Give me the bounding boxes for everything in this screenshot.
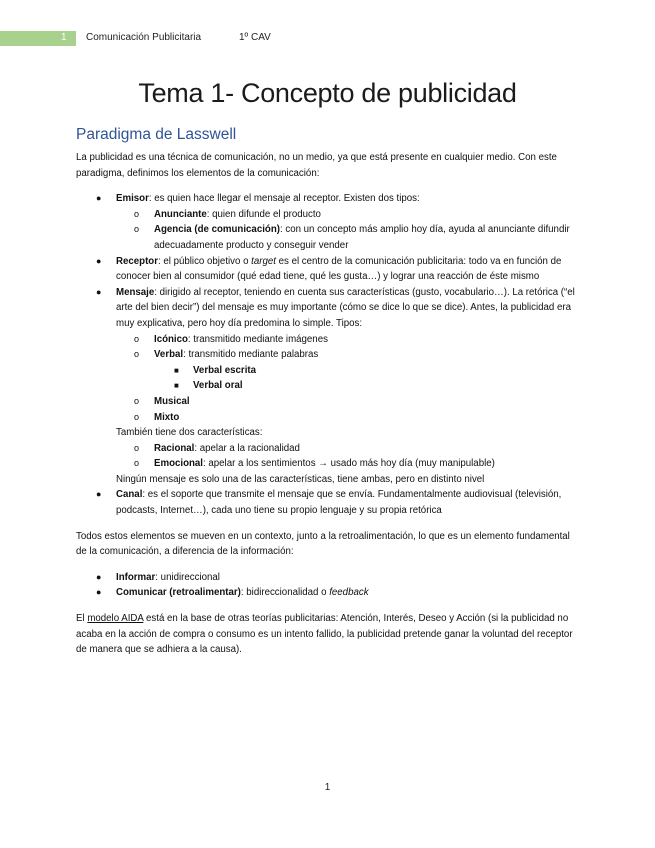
item-text: : dirigido al receptor, teniendo en cuenta sus características (gusto, vocabulario…). La retórica (“el arte del bien decir”) del mensaje es muy importante (cómo se dice lo que se dice). Antes, la publicidad era muy explicativa, pero hoy día predomina lo simple. Tipos: (116, 286, 575, 329)
disc-bullet-icon: ● (96, 489, 102, 500)
item-text: : es el soporte que transmite el mensaje que se envía. Fundamentalmente audiovisual (televisión, podcasts, Internet…), cada uno tiene su propio lenguaje y su propia retórica (116, 489, 562, 517)
list-item-iconico (76, 332, 581, 348)
header-page-number: 1 (61, 32, 67, 43)
term: Verbal (154, 349, 184, 361)
list-item-mensaje (76, 285, 581, 332)
disc-bullet-icon: ● (96, 587, 102, 598)
list-item-canal (76, 487, 581, 518)
item-text: : es quien hace llegar el mensaje al receptor. Existen dos tipos: (148, 193, 420, 205)
list-item-anunciante (76, 207, 581, 223)
list-item-agencia (76, 222, 581, 253)
disc-bullet-icon: ● (96, 255, 102, 266)
term: Comunicar (retroalimentar) (116, 587, 241, 599)
circle-bullet-icon: o (134, 208, 140, 219)
term: Informar (116, 571, 156, 583)
term: Anunciante (154, 208, 207, 220)
list-item-informar (76, 570, 581, 586)
item-text: : el público objetivo o (158, 255, 252, 267)
circle-bullet-icon: o (134, 333, 140, 344)
item-text: : quien difunde el producto (206, 208, 321, 220)
document-body (76, 150, 581, 658)
list-item-verbal-oral (76, 378, 581, 394)
term: Icónico (154, 333, 188, 345)
item-text: : bidireccionalidad o (240, 587, 330, 599)
list-item-emocional (76, 456, 581, 472)
italic-term: feedback (329, 587, 369, 599)
disc-bullet-icon: ● (96, 286, 102, 297)
contexto-paragraph: Todos estos elementos se mueven en un contexto, junto a la retroalimentación, lo que es un elemento fundamental de la comunicación, a diferencia de la información: (76, 530, 570, 558)
circle-bullet-icon: o (134, 411, 140, 422)
term: Verbal escrita (193, 364, 257, 376)
caracteristicas-intro: También tiene dos características: (116, 427, 263, 439)
circle-bullet-icon: o (134, 458, 140, 469)
list-item-racional (76, 441, 581, 457)
list-item-comunicar (76, 585, 581, 601)
footer-page-number: 1 (324, 782, 331, 793)
term: Racional (154, 442, 195, 454)
term: Musical (154, 395, 190, 407)
item-text: : transmitido mediante imágenes (187, 333, 328, 345)
circle-bullet-icon: o (134, 395, 140, 406)
term: Verbal oral (193, 380, 243, 392)
list-item-mixto (76, 410, 581, 426)
circle-bullet-icon: o (134, 442, 140, 453)
disc-bullet-icon: ● (96, 193, 102, 204)
list-item-receptor (76, 254, 581, 285)
document-title: Tema 1- Concepto de publicidad (138, 78, 517, 108)
term: Emisor (116, 193, 149, 205)
term: Mixto (154, 411, 180, 423)
item-text: : apelar a la racionalidad (194, 442, 300, 454)
ningun-mensaje-note: Ningún mensaje es solo una de las características, tiene ambas, pero en distinto nivel (116, 473, 485, 485)
aida-pre: El (76, 613, 88, 625)
italic-term: target (251, 255, 276, 267)
item-text: : unidireccional (155, 571, 220, 583)
page-header (0, 31, 655, 47)
circle-bullet-icon: o (134, 224, 140, 235)
item-text: : con un concepto más amplio hoy día, ayuda al anunciante difundir adecuadamente producto y conseguir vender (154, 224, 570, 251)
aida-link[interactable]: modelo AIDA (87, 613, 144, 625)
circle-bullet-icon: o (134, 349, 140, 360)
aida-text: está en la base de otras teorías publicitarias: Atención, Interés, Deseo y Acción (si la publicidad no acaba en la acción de compra o consumo es un intento fallido, la publicidad pretende ganar la voluntad del receptor de manera que se adhiera a la causa). (76, 613, 573, 656)
header-group: 1º CAV (239, 32, 271, 43)
list-item-emisor (76, 191, 581, 207)
list-item-verbal-escrita (76, 363, 581, 379)
term: Receptor (116, 255, 158, 267)
square-bullet-icon: ■ (174, 381, 179, 391)
term: Emocional (154, 458, 203, 470)
term: Mensaje (116, 286, 155, 298)
list-item-musical (76, 394, 581, 410)
list-item-verbal (76, 347, 581, 363)
item-text: : apelar a los sentimientos → usado más hoy día (muy manipulable) (203, 458, 495, 470)
square-bullet-icon: ■ (174, 365, 179, 375)
disc-bullet-icon: ● (96, 571, 102, 582)
aida-paragraph (76, 611, 581, 658)
intro-paragraph: La publicidad es una técnica de comunicación, no un medio, ya que está presente en cualquier medio. Con este paradigma, definimos los elementos de la comunicación: (76, 152, 557, 179)
section-heading: Paradigma de Lasswell (76, 126, 237, 143)
term: Agencia (de comunicación) (154, 224, 280, 236)
item-text: es el centro de la comunicación publicitaria: todo va en función de conocer bien al consumidor (qué edad tiene, qué les gusta…) y lograr una reacción de éste mismo (116, 255, 562, 283)
header-course: Comunicación Publicitaria (86, 32, 202, 43)
item-text: : transmitido mediante palabras (183, 349, 319, 361)
term: Canal (116, 489, 143, 501)
